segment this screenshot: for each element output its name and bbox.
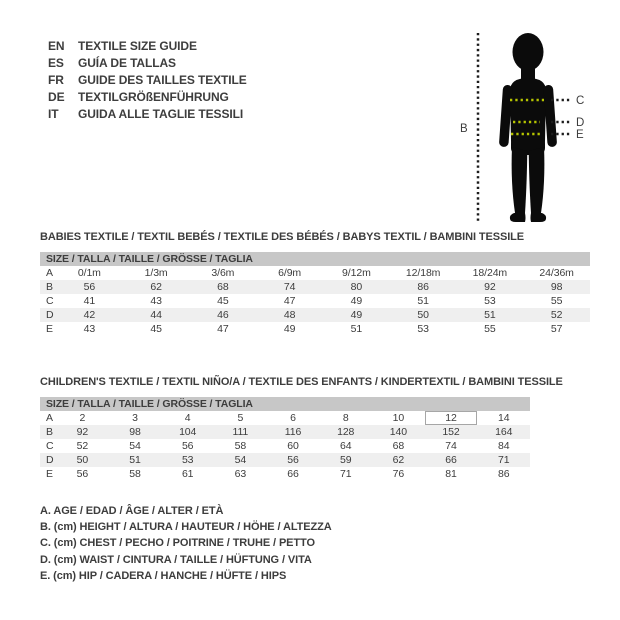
- size-value-cell: 98: [129, 426, 141, 438]
- legend-waist: D. (cm) WAIST / CINTURA / TAILLE / HÜFTUNG / VITA: [40, 553, 312, 566]
- size-value-cell: 71: [339, 468, 352, 480]
- size-value-cell: 18/24m: [472, 267, 508, 279]
- table-row-B: [40, 280, 590, 294]
- size-value-cell: 58: [234, 440, 247, 452]
- size-value-cell: 51: [129, 454, 141, 466]
- table-row-C: [40, 294, 590, 308]
- size-value-cell: 12/18m: [405, 267, 441, 279]
- lang-title: GUIDE DES TAILLES TEXTILE: [78, 73, 247, 87]
- size-value-cell: 59: [339, 454, 352, 466]
- lang-code: DE: [48, 90, 65, 104]
- size-value-cell: 98: [550, 281, 563, 293]
- size-value-cell: 48: [283, 309, 296, 321]
- size-value-cell: 74: [283, 281, 296, 293]
- chest-label: C: [576, 95, 585, 107]
- size-value-cell: 49: [283, 323, 296, 335]
- size-value-cell: 62: [150, 281, 162, 293]
- size-value-cell: 60: [287, 440, 299, 452]
- size-value-cell: 52: [550, 309, 563, 321]
- lang-row-it: [48, 106, 247, 123]
- size-value-cell: 42: [83, 309, 96, 321]
- size-value-cell: 68: [392, 440, 405, 452]
- size-value-cell: 76: [392, 468, 405, 480]
- hip-label: E: [576, 129, 584, 141]
- legend-chest: C. (cm) CHEST / PECHO / POITRINE / TRUHE / PETTO: [40, 537, 315, 550]
- size-value-cell: 86: [417, 281, 429, 293]
- row-label: D: [46, 454, 54, 466]
- row-label: A: [46, 412, 53, 424]
- lang-row-en: [48, 38, 247, 55]
- table-row-B: [40, 425, 530, 439]
- waist-label: D: [576, 117, 585, 129]
- language-title-list: [48, 38, 247, 123]
- size-value-cell: 1/3m: [144, 267, 168, 279]
- size-value-cell: 54: [129, 440, 141, 452]
- size-value-cell: 5: [237, 412, 244, 424]
- size-value-cell: 45: [217, 295, 229, 307]
- size-value-cell: 47: [283, 295, 296, 307]
- lang-code: ES: [48, 56, 64, 70]
- row-label: A: [46, 267, 53, 279]
- size-value-cell: 53: [417, 323, 429, 335]
- size-value-cell: 80: [350, 281, 363, 293]
- row-label: C: [46, 295, 54, 307]
- lang-title: TEXTILGRÖßENFÜHRUNG: [78, 90, 229, 104]
- legend-hip: E. (cm) HIP / CADERA / HANCHE / HÜFTE / HIPS: [40, 569, 287, 582]
- size-value-cell: 116: [284, 426, 302, 438]
- lang-row-de: [48, 89, 247, 106]
- size-value-cell: 54: [234, 454, 247, 466]
- size-value-cell: 2: [79, 412, 86, 424]
- babies-size-table: [40, 252, 590, 336]
- size-value-cell: 3/6m: [211, 267, 235, 279]
- row-label: E: [46, 323, 53, 335]
- size-value-cell: 68: [217, 281, 229, 293]
- size-value-cell: 55: [484, 323, 496, 335]
- size-value-cell: 12: [425, 411, 478, 425]
- size-value-cell: 51: [484, 309, 496, 321]
- size-value-cell: 63: [234, 468, 247, 480]
- size-value-cell: 128: [337, 426, 355, 438]
- table-row-A: [40, 266, 590, 280]
- children-section-title: CHILDREN'S TEXTILE / TEXTIL NIÑO/A / TEXTILE DES ENFANTS / KINDERTEXTIL / BAMBINI TESSILE: [40, 376, 563, 388]
- size-value-cell: 104: [179, 426, 197, 438]
- size-value-cell: 111: [232, 426, 249, 438]
- size-value-cell: 9/12m: [342, 267, 371, 279]
- size-value-cell: 81: [445, 468, 457, 480]
- size-value-cell: 74: [445, 440, 457, 452]
- babies-section-title: BABIES TEXTILE / TEXTIL BEBÉS / TEXTILE DES BÉBÉS / BABYS TEXTIL / BAMBINI TESSILE: [40, 231, 525, 243]
- size-value-cell: 6/9m: [278, 267, 302, 279]
- size-value-cell: 140: [389, 426, 407, 438]
- table-row-D: [40, 453, 530, 467]
- size-value-cell: 51: [350, 323, 363, 335]
- lang-code: IT: [48, 107, 59, 121]
- table-row-D: [40, 308, 590, 322]
- size-value-cell: 57: [550, 323, 563, 335]
- legend-height: B. (cm) HEIGHT / ALTURA / HAUTEUR / HÖHE / ALTEZZA: [40, 521, 332, 534]
- child-silhouette-icon: [499, 33, 557, 222]
- lang-row-es: [48, 55, 247, 72]
- size-value-cell: 53: [484, 295, 496, 307]
- size-value-cell: 62: [392, 454, 405, 466]
- size-value-cell: 92: [484, 281, 496, 293]
- table-row-A: [40, 411, 530, 425]
- legend-age: A. AGE / EDAD / ÂGE / ALTER / ETÀ: [40, 505, 224, 517]
- size-value-cell: 58: [129, 468, 141, 480]
- size-value-cell: 46: [217, 309, 229, 321]
- size-value-cell: 0/1m: [77, 267, 101, 279]
- size-value-cell: 92: [76, 426, 89, 438]
- size-value-cell: 66: [445, 454, 457, 466]
- size-value-cell: 24/36m: [539, 267, 574, 279]
- size-value-cell: 53: [181, 454, 194, 466]
- child-measurement-figure: [450, 15, 600, 230]
- row-label: B: [46, 426, 53, 438]
- size-value-cell: 4: [184, 412, 191, 424]
- size-value-cell: 51: [417, 295, 429, 307]
- size-value-cell: 49: [350, 295, 363, 307]
- table-row-C: [40, 439, 530, 453]
- size-header: SIZE / TALLA / TAILLE / GRÖSSE / TAGLIA: [40, 397, 530, 411]
- size-value-cell: 8: [342, 412, 349, 424]
- size-value-cell: 50: [417, 309, 429, 321]
- size-value-cell: 56: [181, 440, 194, 452]
- children-textile-section: [40, 376, 563, 481]
- size-value-cell: 86: [497, 468, 510, 480]
- height-label: B: [460, 123, 468, 135]
- size-value-cell: 55: [550, 295, 563, 307]
- size-value-cell: 164: [495, 426, 513, 438]
- table-row-E: [40, 322, 590, 336]
- size-value-cell: 56: [76, 468, 89, 480]
- row-label: B: [46, 281, 53, 293]
- size-value-cell: 10: [392, 412, 405, 424]
- size-value-cell: 44: [150, 309, 162, 321]
- size-value-cell: 43: [150, 295, 162, 307]
- size-value-cell: 50: [76, 454, 89, 466]
- size-value-cell: 66: [287, 468, 299, 480]
- size-value-cell: 6: [290, 412, 296, 424]
- size-value-cell: 43: [83, 323, 96, 335]
- size-value-cell: 56: [83, 281, 96, 293]
- lang-code: FR: [48, 73, 64, 87]
- size-value-cell: 3: [132, 412, 138, 424]
- size-value-cell: 56: [287, 454, 299, 466]
- row-label: D: [46, 309, 54, 321]
- size-header: SIZE / TALLA / TAILLE / GRÖSSE / TAGLIA: [40, 252, 590, 266]
- children-size-table: [40, 397, 530, 481]
- lang-title: GUIDA ALLE TAGLIE TESSILI: [78, 107, 244, 121]
- size-value-cell: 71: [497, 454, 510, 466]
- size-value-cell: 49: [350, 309, 363, 321]
- size-value-cell: 61: [181, 468, 194, 480]
- lang-title: TEXTILE SIZE GUIDE: [78, 39, 197, 53]
- size-value-cell: 152: [442, 426, 460, 438]
- babies-textile-section: [40, 231, 590, 336]
- figure-svg: [450, 15, 600, 230]
- row-label: C: [46, 440, 54, 452]
- size-value-cell: 64: [339, 440, 352, 452]
- size-value-cell: 14: [497, 412, 510, 424]
- row-label: E: [46, 468, 53, 480]
- lang-row-fr: [48, 72, 247, 89]
- size-value-cell: 47: [217, 323, 229, 335]
- table-row-E: [40, 467, 530, 481]
- size-value-cell: 41: [83, 295, 96, 307]
- size-value-cell: 52: [76, 440, 89, 452]
- size-value-cell: 45: [150, 323, 162, 335]
- lang-title: GUÍA DE TALLAS: [78, 56, 176, 70]
- lang-code: EN: [48, 39, 65, 53]
- size-value-cell: 84: [497, 440, 510, 452]
- measurement-legend: [40, 503, 332, 584]
